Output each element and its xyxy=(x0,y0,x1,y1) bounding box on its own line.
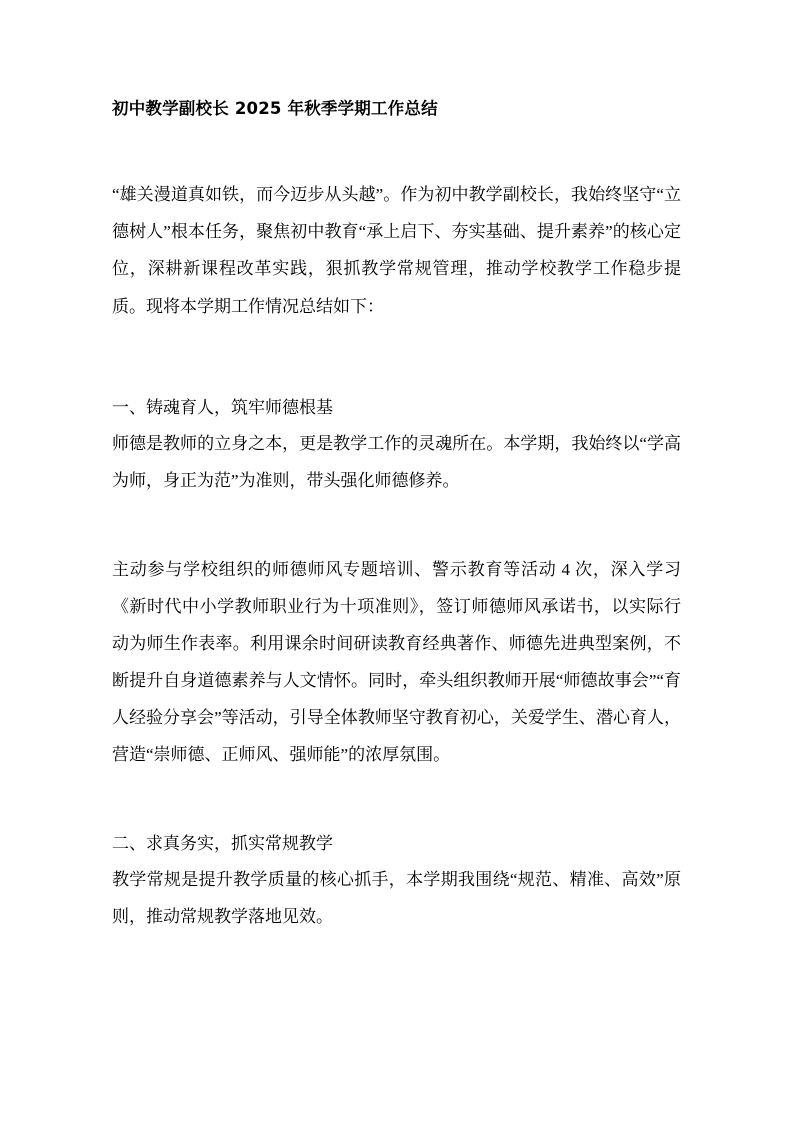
section-spacer xyxy=(112,801,681,827)
paragraph-section-2-intro: 教学常规是提升教学质量的核心抓手，本学期我围绕“规范、精准、高效”原则，推动常规教学落地见效。 xyxy=(112,869,681,926)
section-spacer xyxy=(112,365,681,391)
section-spacer xyxy=(112,533,681,551)
page-title: 初中教学副校长 2025 年秋季学期工作总结 xyxy=(112,99,438,118)
paragraph-section-1-intro: 师德是教师的立身之本，更是教学工作的灵魂所在。本学期，我始终以“学高为师，身正为范”为准则，带头强化师德修养。 xyxy=(112,433,681,490)
section-heading-2: 二、求真务实，抓实常规教学 xyxy=(112,833,333,853)
paragraph-opening: “雄关漫道真如铁，而今迈步从头越”。作为初中教学副校长，我始终坚守“立德树人”根本任务，聚焦初中教育“承上启下、夯实基础、提升素养”的核心定位，深耕新课程改革实践，狠抓教学常规管理，推动学校教学工作稳步提质。现将本学期工作情况总结如下： xyxy=(112,185,681,316)
paragraph-section-1-body: 主动参与学校组织的师德师风专题培训、警示教育等活动 4 次，深入学习《新时代中小学教师职业行为十项准则》，签订师德师风承诺书，以实际行动为师生作表率。利用课余时间研读教育经典著作、师德先进典型案例，不断提升自身道德素养与人文情怀。同时，牵头组织教师开展“师德故事会”“育人经验分享会”等活动，引导全体教师坚守教育初心，关爱学生、潜心育人，营造“崇师德、正师风、强师能”的浓厚氛围。 xyxy=(112,559,681,764)
section-heading-1: 一、铸魂育人，筑牢师德根基 xyxy=(112,397,333,417)
